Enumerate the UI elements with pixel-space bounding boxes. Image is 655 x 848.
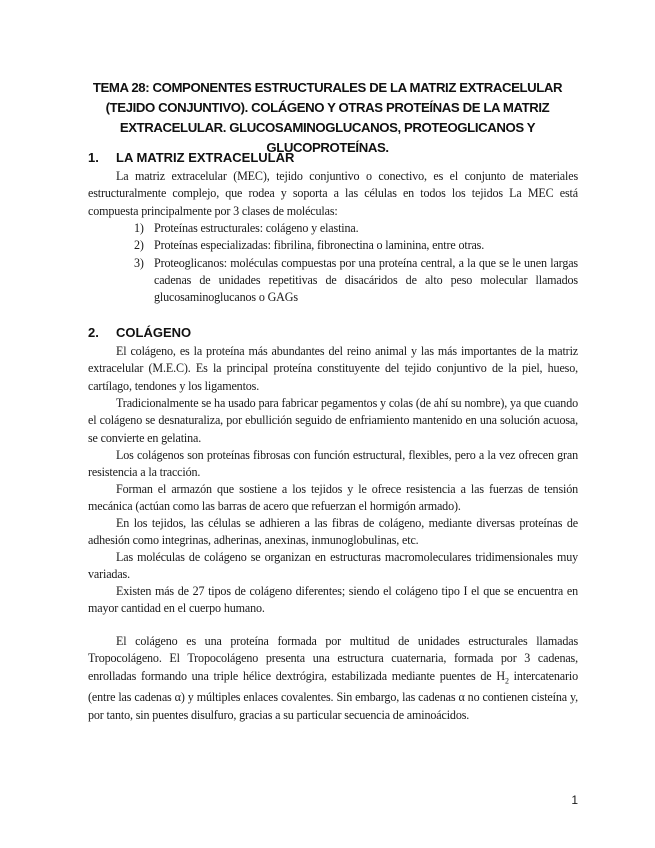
list-item-text: Proteínas especializadas: fibrilina, fibronectina o laminina, entre otras.: [154, 238, 485, 253]
list-item: [134, 255, 578, 307]
collagen-paragraph-6: Las moléculas de colágeno se organizan en estructuras macromoleculares tridimensionales muy variadas.: [88, 550, 578, 582]
collagen-paragraph-1: El colágeno, es la proteína más abundantes del reino animal y las más importantes de la matriz extracelular (M.E.C). Es la principal proteína constituyente del tejido conjuntivo de la piel, hueso, cartílago, tendones y los ligamentos.: [88, 344, 578, 393]
list-item-number: 3): [134, 255, 144, 270]
tropocollagen-text-b: intercatenario (entre las cadenas α) y múltiples enlaces covalentes. Sin embargo, las cadenas α no contienen cisteína y, por tanto, sin puentes disulfuro, gracias a su particular secuencia de aminoácidos.: [88, 668, 578, 722]
section-2-title: COLÁGENO: [116, 325, 192, 340]
list-item: [134, 220, 578, 237]
list-item-number: 2): [134, 238, 144, 253]
section-1-intro: La matriz extracelular (MEC), tejido conjuntivo o conectivo, es el conjunto de materiales estructuralmente complejo, que rodea y soporta a las células en todos los tejidos La MEC está compuesta principalmente por 3 clases de moléculas:: [88, 169, 578, 218]
hydrogen-subscript: 2: [504, 676, 509, 685]
section-2-number: 2.: [88, 325, 99, 340]
document-title: TEMA 28: COMPONENTES ESTRUCTURALES DE LA MATRIZ EXTRACELULAR (TEJIDO CONJUNTIVO). COLÁGENO Y OTRAS PROTEÍNAS DE LA MATRIZ EXTRACELULAR. GLUCOSAMINOGLUCANOS, PROTEOGLICANOS Y GLUCOPROTEÍNAS.: [92, 80, 563, 155]
collagen-paragraph-5: En los tejidos, las células se adhieren a las fibras de colágeno, mediante diversas proteínas de adhesión como integrinas, adherinas, anexinas, inmunoglobulinas, etc.: [88, 516, 578, 548]
list-item-number: 1): [134, 221, 144, 235]
collagen-paragraph-2: Tradicionalmente se ha usado para fabricar pegamentos y colas (de ahí su nombre), ya que cuando el colágeno se desnaturaliza, por ebullición seguido de enfriamiento mantenido en una solución acuosa, se convierte en gelatina.: [88, 396, 578, 445]
tropocollagen-text-a: El colágeno es una proteína formada por multitud de unidades estructurales llamadas Tropocolágeno. El Tropocolágeno presenta una estructura cuaternaria, formada por 3 cadenas, enrolladas formando una triple hélice dextrógira, estabilizada mediante puentes de H: [88, 634, 578, 683]
collagen-paragraph-3: Los colágenos son proteínas fibrosas con función estructural, flexibles, pero a la vez ofrecen gran resistencia a la tracción.: [88, 448, 578, 480]
collagen-paragraph-4: Forman el armazón que sostiene a los tejidos y le ofrece resistencia a las fuerzas de tensión mecánica (actúan como las barras de acero que refuerzan el hormigón armado).: [88, 482, 578, 514]
section-1-number: 1.: [88, 150, 99, 165]
collagen-paragraph-7: Existen más de 27 tipos de colágeno diferentes; siendo el colágeno tipo I el que se encuentra en mayor cantidad en el cuerpo humano.: [88, 584, 578, 616]
page-number: 1: [571, 793, 578, 807]
section-1-title: LA MATRIZ EXTRACELULAR: [116, 150, 295, 165]
molecule-class-list: [134, 220, 578, 306]
tropocollagen-paragraph: [88, 633, 578, 724]
list-item-text: Proteoglicanos: moléculas compuestas por una proteína central, a la que se le unen largas cadenas de unidades repetitivas de disacáridos de alto peso molecular llamados glucosaminoglucanos o GAGs: [154, 255, 578, 305]
section-1-heading: [88, 150, 294, 165]
list-item-text: Proteínas estructurales: colágeno y elastina.: [154, 221, 359, 235]
list-item: [134, 237, 578, 254]
section-2-heading: [88, 325, 191, 340]
